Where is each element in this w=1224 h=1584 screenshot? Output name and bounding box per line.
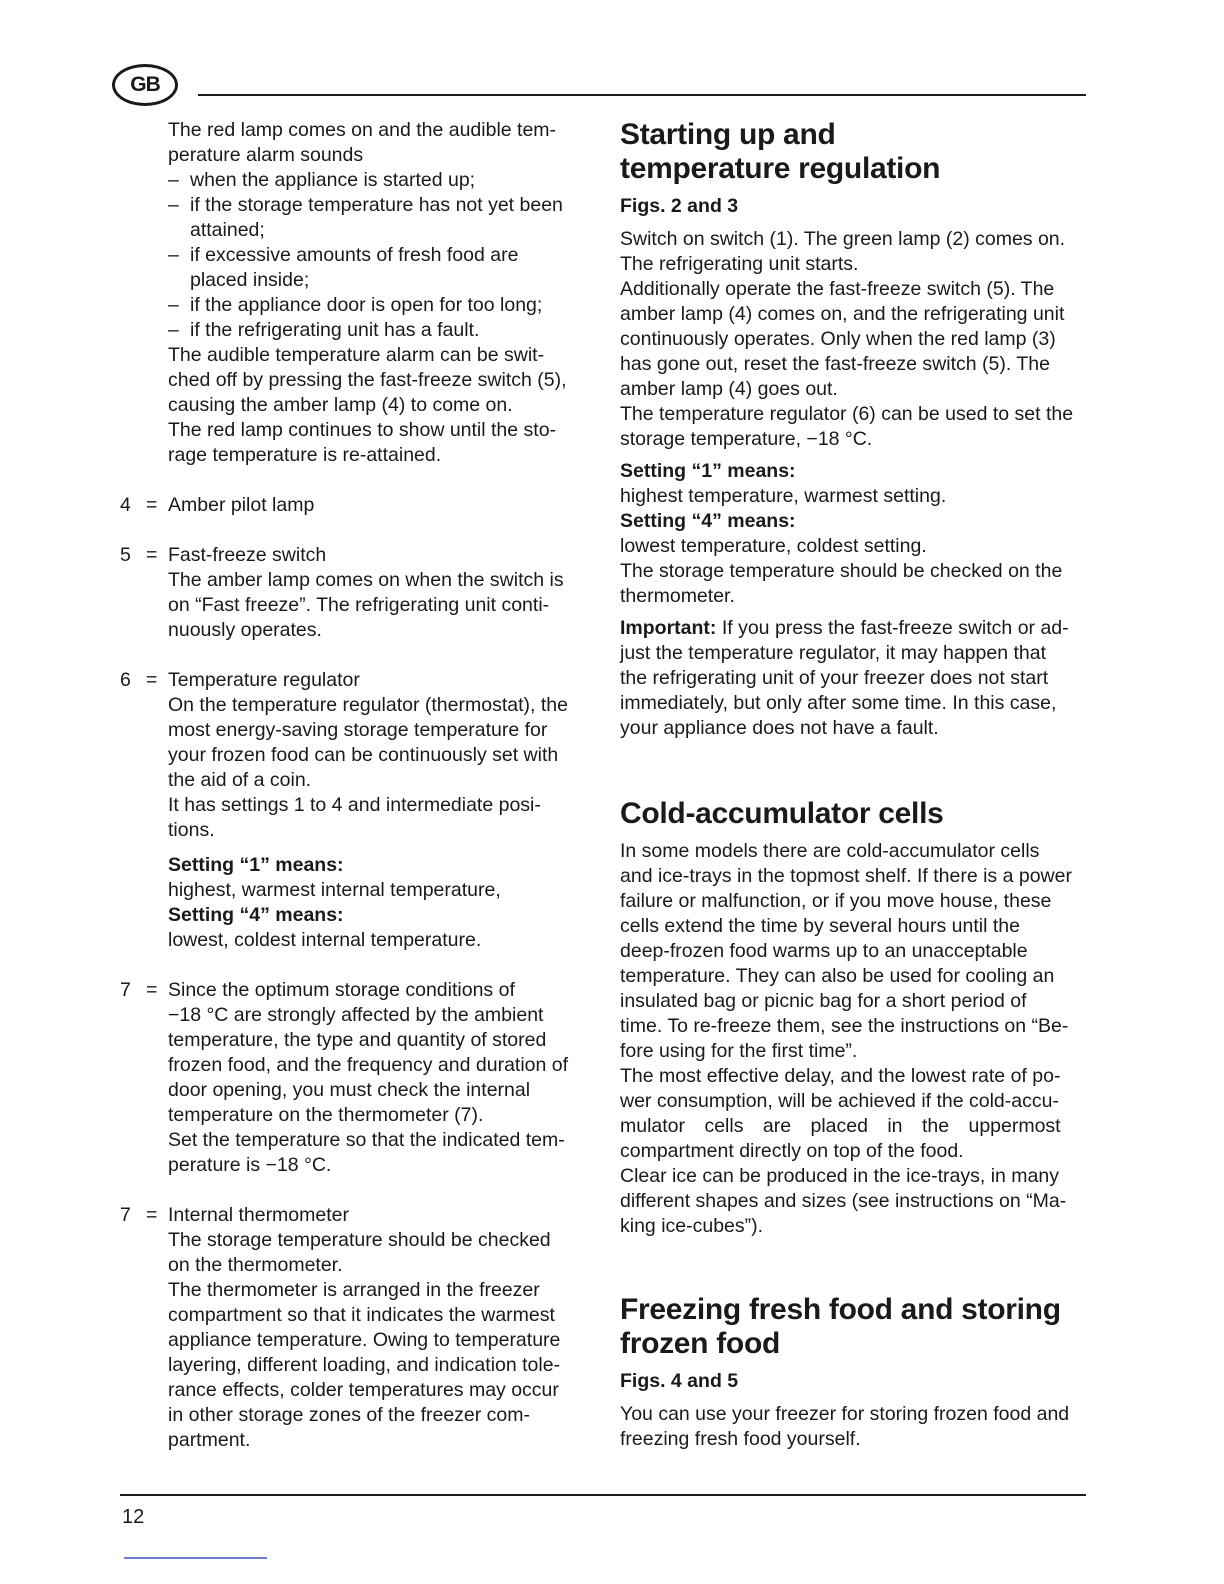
page-number: 12: [122, 1506, 145, 1528]
alarm-bullet-list: [120, 168, 588, 343]
list-item: – if the appliance door is open for too long;: [168, 294, 543, 316]
list-item: – if the storage temperature has not yet been attained;: [168, 194, 563, 241]
left-column: [120, 118, 588, 1453]
section-title: Starting up and temperature regulation: [620, 118, 941, 185]
section-freezing: Freezing fresh food and storing frozen food Figs. 4 and 5 You can use your freezer for storing frozen food and freezing fresh food yourself.: [620, 1293, 1086, 1452]
setting-4-label: Setting “4” means:: [168, 904, 344, 926]
section-cold-accumulator: Cold-accumulator cells In some models there are cold-accumulator cells and ice-trays in the topmost shelf. If there is a power failure or malfunction, or if you move house, these cells extend the time by several hours until the deep-frozen food warms up to an unacceptable temperature. They can also be used for cooling an insulated bag or picnic bag for a short period of time. To re-freeze them, see the instructions on “Be- fore using for the first time”. The most effective delay, and the lowest rate of po- wer consumption, will be achieved if the cold-accu- mulator cells are placed in the uppermost compartment directly on top of the food. Clear ice can be produced in the ice-trays, in many different shapes and sizes (see instructions on “Ma- king ice-cubes”).: [620, 797, 1086, 1239]
legend-item-7b: 7 = Internal thermometer The storage temperature should be checked on the thermometer. The thermometer is arranged in the freezer compartment so that it indicates the warmest appliance temperature. Owing to temperature layering, different loading, and indication tole- rance effects, colder temperatures may occur in other storage zones of the freezer com- partment.: [120, 1204, 561, 1451]
list-item: – if excessive amounts of fresh food are placed inside;: [168, 244, 519, 291]
list-item: – if the refrigerating unit has a fault.: [168, 319, 480, 341]
footer-rule: [120, 1494, 1086, 1496]
figure-reference: Figs. 4 and 5: [620, 1370, 739, 1392]
country-badge: [112, 64, 178, 106]
footer-accent-line: [124, 1557, 267, 1559]
setting-1-label: Setting “1” means:: [168, 854, 344, 876]
list-item: – when the appliance is started up;: [168, 169, 476, 191]
section-title: Cold-accumulator cells: [620, 797, 944, 830]
section-title: Freezing fresh food and storing frozen food: [620, 1293, 1061, 1360]
section-starting-up: Starting up and temperature regulation Figs. 2 and 3 Switch on switch (1). The green lamp (2) comes on. The refrigerating unit starts. Additionally operate the fast-freeze switch (5). The amber lamp (4) comes on, and the refrigerating unit continuously operates. Only when the red lamp (3) has gone out, reset the fast-freeze switch (5). The amber lamp (4) goes out. The temperature regulator (6) can be used to set the storage temperature, −18 °C. Setting “1” means: highest temperature, warmest setting. Setting “4” means: lowest temperature, coldest setting. The storage temperature should be checked on the thermometer. Important: If you press the fast-freeze switch or ad- just the temperature regulator, it may happen that the refrigerating unit of your freezer does not start immediately, but only after some time. In this case, your appliance does not have a fault.: [620, 118, 1086, 741]
intro-line: The red lamp comes on and the audible tem-: [168, 119, 557, 141]
figure-reference: Figs. 2 and 3: [620, 195, 739, 217]
right-column: [620, 118, 1086, 1452]
legend-item-5: 5 = Fast-freeze switch The amber lamp comes on when the switch is on “Fast freeze”. The refrigerating unit conti- nuously operates.: [120, 544, 564, 641]
important-note: Important: If you press the fast-freeze switch or ad-: [620, 617, 1069, 639]
intro-line: perature alarm sounds: [168, 144, 364, 166]
legend-item-7a: 7 = Since the optimum storage conditions of −18 °C are strongly affected by the ambient temperature, the type and quantity of stored frozen food, and the frequency and duration of door opening, you must check the internal temperature on the thermometer (7). Set the temperature so that the indicated tem- perature is −18 °C.: [120, 979, 569, 1176]
alarm-paragraph: The audible temperature alarm can be swit- ched off by pressing the fast-freeze switch (5), causing the amber lamp (4) to come on. The red lamp continues to show until the sto- rage temperature is re-attained.: [168, 344, 567, 466]
setting-1-label: Setting “1” means:: [620, 460, 796, 482]
legend-item-4: 4 = Amber pilot lamp: [120, 494, 315, 516]
country-code: GB: [130, 73, 160, 96]
header-rule: [198, 94, 1086, 96]
setting-4-label: Setting “4” means:: [620, 510, 796, 532]
legend-item-6: 6 = Temperature regulator On the temperature regulator (thermostat), the most energy-saving storage temperature for your frozen food can be continuously set with the aid of a coin. It has settings 1 to 4 and intermediate posi- tions. Setting “1” means: highest, warmest internal temperature, Setting “4” means: lowest, coldest internal temperature.: [120, 669, 568, 951]
